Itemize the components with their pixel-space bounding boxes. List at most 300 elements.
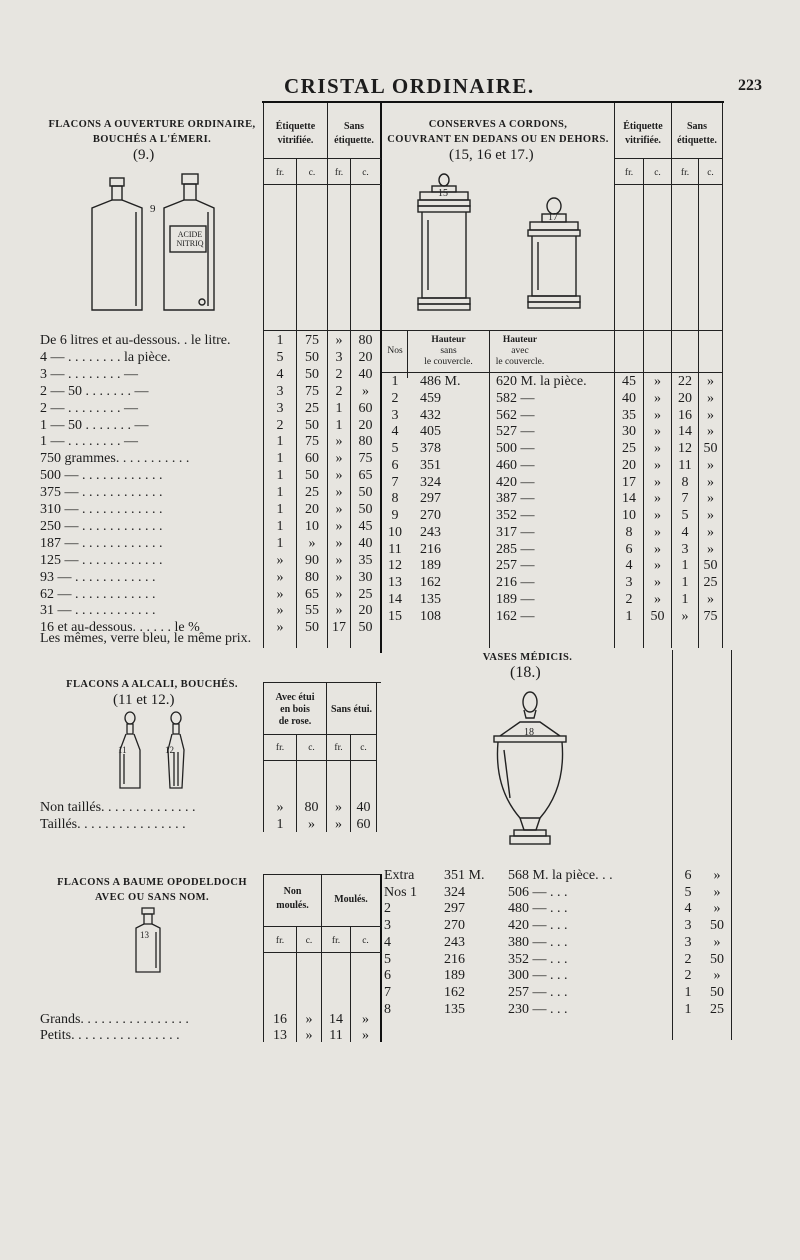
height-with-lid: 257 — — [496, 558, 535, 574]
height-with-lid: 387 — — [496, 491, 535, 507]
unit-c: c. — [707, 168, 714, 178]
price-sans-c: » — [707, 508, 714, 523]
price-c: » — [713, 901, 721, 917]
height-without-lid: 324 — [444, 884, 465, 900]
price-sans-c: 30 — [358, 569, 373, 585]
row-description: 500 — . . . . . . . . . . . . — [40, 468, 163, 484]
price-etiquette-fr: 30 — [622, 424, 636, 440]
price-etiquette-c: 50 — [305, 366, 319, 382]
price-fr: 2 — [684, 968, 692, 984]
price-moules-fr: 11 — [329, 1028, 343, 1043]
price-etiquette-fr: 1 — [276, 434, 284, 450]
price-etiquette-c: » — [654, 424, 661, 440]
height-with-lid: 620 M. la pièce. — [496, 374, 587, 389]
height-with-lid: 216 — — [496, 575, 535, 590]
jar-number: 5 — [391, 441, 399, 456]
price-sans-fr: 3 — [681, 541, 689, 557]
row-description: 750 grammes. . . . . . . . . . . — [40, 451, 190, 467]
height-without-lid: 216 — [444, 951, 465, 967]
unit-fr: fr. — [680, 168, 690, 178]
price-avec-etui-c: » — [308, 817, 315, 832]
row-description: 31 — . . . . . . . . . . . . — [40, 603, 156, 619]
row-description: 93 — . . . . . . . . . . . . — [40, 569, 156, 585]
price-etiquette-fr: 1 — [276, 451, 284, 467]
price-sans-c: 50 — [703, 441, 718, 456]
col-non-moules-1: Non — [283, 886, 302, 897]
sec2-title: FLACONS A ALCALI, BOUCHÉS. — [66, 679, 238, 690]
price-c: » — [713, 968, 721, 984]
price-etiquette-fr: » — [276, 569, 284, 585]
height-with-lid: 300 — . . . — [508, 968, 568, 984]
opodeldoch-flask-illustration — [132, 906, 164, 974]
price-moules-c: » — [362, 1012, 369, 1027]
sec3-title-2: AVEC OU SANS NOM. — [95, 892, 209, 903]
price-sans-etui-fr: » — [335, 800, 342, 815]
price-sans-c: 40 — [358, 366, 373, 382]
price-etiquette-fr: 3 — [276, 383, 284, 399]
price-sans-fr: 8 — [681, 474, 689, 490]
price-sans-fr: » — [335, 569, 343, 585]
header-rule — [262, 101, 724, 103]
col-etiquette-2: vitrifiée. — [625, 135, 661, 146]
price-sans-fr: 16 — [678, 407, 692, 423]
price-etiquette-c: 75 — [305, 383, 319, 399]
divider — [263, 734, 377, 735]
height-without-lid: 378 — [420, 441, 441, 456]
price-etiquette-fr: 40 — [622, 390, 636, 406]
sub-col-hauteur-avec-3: le couvercle. — [495, 357, 545, 367]
price-sans-c: 80 — [358, 333, 373, 348]
price-etiquette-c: 25 — [305, 400, 319, 416]
price-etiquette-c: » — [654, 441, 661, 456]
price-sans-fr: 3 — [335, 349, 343, 365]
price-c: 50 — [710, 951, 724, 967]
vase-number: 3 — [384, 918, 391, 934]
height-with-lid: 189 — — [496, 591, 535, 607]
price-sans-fr: 4 — [681, 524, 689, 540]
price-etiquette-fr: 1 — [276, 535, 284, 551]
row-description: 62 — . . . . . . . . . . . . — [40, 586, 156, 602]
sub-col-hauteur-avec-2: avec — [511, 346, 529, 356]
price-sans-fr: » — [335, 552, 343, 568]
height-without-lid: 162 — [444, 984, 465, 1000]
price-etiquette-c: » — [654, 575, 661, 590]
row-description: 1 — . . . . . . . . — — [40, 434, 138, 450]
price-sans-fr: » — [335, 502, 343, 517]
jar-number: 11 — [388, 541, 402, 557]
sub-col-hauteur-sans-3: le couvercle. — [424, 357, 473, 367]
rsec2-title: VASES MÉDICIS. — [482, 652, 573, 663]
price-etiquette-c: 50 — [305, 620, 319, 636]
price-sans-c: 25 — [703, 575, 718, 590]
price-fr: 6 — [684, 868, 692, 883]
price-etiquette-fr: » — [276, 620, 284, 636]
price-etiquette-fr: 14 — [622, 491, 636, 507]
price-fr: 3 — [684, 934, 692, 950]
price-etiquette-fr: 3 — [276, 400, 284, 416]
price-etiquette-fr: 4 — [276, 366, 284, 382]
price-etiquette-c: 90 — [305, 552, 319, 568]
price-sans-fr: 17 — [332, 620, 346, 636]
sec1-title-1: FLACONS A OUVERTURE ORDINAIRE, — [48, 119, 256, 130]
price-fr: 2 — [684, 951, 692, 967]
price-sans-fr: » — [335, 603, 343, 619]
price-sans-c: » — [707, 491, 714, 507]
price-sans-c: 75 — [703, 608, 718, 624]
sub-col-nos: Nos — [387, 346, 403, 356]
price-sans-fr: » — [335, 535, 343, 551]
sec2-number: (11 et 12.) — [113, 692, 175, 708]
price-sans-c: 80 — [358, 434, 373, 450]
price-etiquette-fr: 3 — [625, 575, 633, 590]
price-etiquette-c: 80 — [305, 569, 319, 585]
price-etiquette-fr: 8 — [625, 524, 633, 540]
price-sans-c: » — [707, 374, 714, 389]
fig-label-15: 15 — [438, 188, 448, 199]
rsec1-title-1: CONSERVES A CORDONS, — [428, 119, 568, 130]
price-fr: 3 — [684, 918, 692, 934]
price-etiquette-fr: 4 — [625, 558, 633, 574]
price-etiquette-fr: 2 — [276, 417, 284, 433]
price-sans-fr: 1 — [681, 591, 689, 607]
height-with-lid: 352 — — [496, 508, 535, 523]
jar-number: 9 — [391, 508, 399, 523]
price-sans-fr: » — [335, 434, 343, 450]
divider — [263, 158, 381, 159]
jar-number: 4 — [391, 424, 399, 440]
price-etiquette-c: » — [654, 407, 661, 423]
unit-c: c. — [308, 168, 316, 178]
conserves-jars-illustration — [410, 170, 590, 316]
price-etiquette-c: » — [654, 491, 661, 507]
sub-col-hauteur-sans-2: sans — [440, 346, 457, 356]
col-avec-etui-1: Avec étui — [275, 692, 315, 703]
price-etiquette-c: 60 — [305, 451, 319, 467]
col-sans-2: étiquette. — [334, 135, 374, 146]
price-sans-fr: 5 — [681, 508, 689, 523]
price-sans-c: 35 — [358, 552, 373, 568]
price-etiquette-c: 55 — [305, 603, 319, 619]
price-sans-c: 45 — [358, 518, 373, 534]
price-sans-etui-c: 60 — [356, 817, 371, 832]
price-etiquette-fr: 6 — [625, 541, 633, 557]
jar-number: 7 — [391, 474, 399, 490]
unit-fr: fr. — [275, 168, 285, 178]
sub-col-hauteur-avec-1: Hauteur — [502, 335, 538, 345]
height-without-lid: 189 — [420, 558, 441, 574]
fig-label-13: 13 — [140, 930, 149, 940]
col-moules: Moulés. — [334, 894, 368, 905]
price-sans-fr: » — [335, 333, 343, 348]
fig-label-18: 18 — [524, 727, 534, 738]
height-with-lid: 480 — . . . — [508, 901, 568, 917]
row-description: 187 — . . . . . . . . . . . . — [40, 535, 163, 551]
price-sans-c: 75 — [358, 451, 373, 467]
price-etiquette-fr: 1 — [625, 608, 633, 624]
row-description: Petits. . . . . . . . . . . . . . . . — [40, 1028, 180, 1043]
price-etiquette-c: » — [654, 524, 661, 540]
price-sans-fr: 20 — [678, 390, 692, 406]
height-without-lid: 243 — [420, 524, 441, 540]
height-without-lid: 351 — [420, 457, 441, 473]
price-sans-fr: » — [335, 468, 343, 484]
row-description: 250 — . . . . . . . . . . . . — [40, 518, 163, 534]
divider — [382, 330, 723, 331]
unit-fr: fr. — [275, 936, 285, 946]
price-sans-c: 20 — [358, 417, 373, 433]
price-c: 50 — [710, 984, 724, 1000]
price-etiquette-c: 65 — [305, 586, 319, 602]
sec1-footnote: Les mêmes, verre bleu, le même prix. — [40, 631, 252, 646]
divider — [263, 926, 381, 927]
rsec2-number: (18.) — [510, 664, 541, 681]
height-without-lid: 324 — [420, 474, 441, 490]
jar-number: 8 — [391, 491, 399, 507]
height-without-lid: 459 — [420, 390, 441, 406]
row-description: 2 — . . . . . . . . — — [40, 400, 138, 416]
price-etiquette-c: 75 — [305, 333, 319, 348]
price-sans-fr: 22 — [678, 374, 692, 389]
price-fr: 5 — [684, 884, 692, 900]
price-sans-c: 50 — [358, 620, 373, 636]
row-description: 1 — 50 . . . . . . . — — [40, 417, 149, 433]
height-without-lid: 270 — [420, 508, 441, 523]
price-etiquette-c: » — [654, 541, 661, 557]
divider — [263, 874, 381, 875]
unit-fr: fr. — [334, 743, 343, 753]
price-sans-c: » — [362, 383, 369, 399]
height-with-lid: 506 — . . . — [508, 884, 568, 900]
price-etiquette-fr: 1 — [276, 485, 284, 501]
price-sans-c: 40 — [358, 535, 373, 551]
col-sans-1: Sans — [686, 121, 707, 132]
vase-number: 5 — [384, 951, 391, 967]
row-description: 310 — . . . . . . . . . . . . — [40, 502, 163, 517]
height-without-lid: 486 M. — [420, 374, 461, 389]
vase-number: 8 — [384, 1001, 391, 1017]
price-moules-fr: 14 — [329, 1012, 343, 1027]
vase-number: Nos 1 — [384, 884, 418, 900]
height-without-lid: 270 — [444, 918, 465, 934]
price-sans-c: 25 — [358, 586, 373, 602]
sec3-title-1: FLACONS A BAUME OPODELDOCH — [57, 877, 247, 888]
price-etiquette-c: 10 — [305, 518, 319, 534]
price-sans-fr: 2 — [335, 366, 343, 382]
col-avec-etui-3: de rose. — [278, 716, 312, 727]
price-etiquette-c: » — [654, 457, 661, 473]
price-sans-fr: 7 — [681, 491, 689, 507]
divider — [263, 682, 381, 683]
col-etiquette-2: vitrifiée. — [277, 135, 314, 146]
row-description: Non taillés. . . . . . . . . . . . . . — [40, 800, 196, 815]
price-sans-fr: 12 — [678, 441, 692, 456]
jar-number: 10 — [388, 524, 402, 540]
divider — [489, 330, 490, 648]
height-without-lid: 351 M. — [444, 868, 485, 883]
price-sans-c: » — [707, 424, 714, 440]
divider — [263, 760, 377, 761]
price-sans-fr: 1 — [335, 400, 343, 416]
divider — [263, 330, 381, 331]
price-etiquette-fr: 1 — [276, 518, 284, 534]
page-number: 223 — [738, 77, 762, 94]
price-non-moules-fr: 13 — [273, 1028, 287, 1043]
row-description: De 6 litres et au-dessous. . le litre. — [40, 333, 231, 348]
height-without-lid: 135 — [420, 591, 441, 607]
price-sans-fr: » — [335, 485, 343, 501]
jar-number: 3 — [391, 407, 399, 423]
price-sans-c: 60 — [358, 400, 373, 416]
height-with-lid: 317 — — [496, 524, 535, 540]
divider — [731, 650, 732, 1040]
unit-c: c. — [308, 743, 315, 753]
row-description: Taillés. . . . . . . . . . . . . . . . — [40, 817, 186, 832]
price-moules-c: » — [362, 1028, 369, 1043]
jar-number: 12 — [388, 558, 402, 574]
price-etiquette-fr: » — [276, 586, 284, 602]
vase-number: 4 — [384, 934, 391, 950]
price-etiquette-fr: » — [276, 603, 284, 619]
price-sans-fr: 11 — [678, 457, 692, 473]
price-sans-fr: » — [335, 451, 343, 467]
col-sans-1: Sans — [343, 121, 364, 132]
price-c: 25 — [710, 1001, 724, 1017]
height-with-lid: 352 — . . . — [508, 951, 568, 967]
price-etiquette-c: » — [654, 558, 661, 574]
row-description: 3 — . . . . . . . . — — [40, 366, 138, 382]
price-sans-fr: » — [681, 608, 689, 624]
price-etiquette-c: » — [654, 591, 661, 607]
alcali-flasks-illustration — [110, 710, 190, 792]
price-etiquette-fr: 35 — [622, 407, 636, 423]
unit-c: c. — [360, 743, 367, 753]
unit-fr: fr. — [334, 168, 344, 178]
height-with-lid: 460 — — [496, 457, 535, 473]
price-etiquette-c: 20 — [305, 502, 319, 517]
price-sans-fr: 1 — [681, 575, 689, 590]
col-sans-etui: Sans étui. — [330, 704, 373, 715]
price-etiquette-c: » — [654, 374, 661, 389]
price-etiquette-c: 50 — [305, 349, 319, 365]
height-without-lid: 216 — [420, 541, 441, 557]
unit-fr: fr. — [331, 936, 341, 946]
price-sans-c: 50 — [358, 502, 373, 517]
col-non-moules-2: moulés. — [276, 900, 309, 911]
price-etiquette-fr: » — [276, 552, 284, 568]
divider — [376, 682, 377, 832]
height-with-lid: 562 — — [496, 407, 535, 423]
fig-label-12: 12 — [165, 745, 174, 755]
unit-c: c. — [362, 168, 369, 178]
height-with-lid: 582 — — [496, 390, 535, 406]
price-sans-c: » — [707, 407, 714, 423]
height-with-lid: 420 — — [496, 474, 535, 490]
col-etiquette-1: Étiquette — [623, 121, 663, 132]
rsec1-number: (15, 16 et 17.) — [449, 147, 534, 163]
price-sans-fr: 2 — [335, 383, 343, 399]
price-fr: 4 — [684, 901, 692, 917]
row-description: 2 — 50 . . . . . . . — — [40, 383, 149, 399]
price-etiquette-fr: 25 — [622, 441, 636, 456]
jar-number: 14 — [388, 591, 402, 607]
price-etiquette-fr: 1 — [276, 502, 284, 517]
price-etiquette-c: 50 — [305, 417, 319, 433]
height-with-lid: 230 — . . . — [508, 1001, 568, 1017]
price-sans-fr: 14 — [678, 424, 692, 440]
price-avec-etui-c: 80 — [304, 800, 319, 815]
unit-c: c. — [305, 936, 313, 946]
jar-number: 6 — [391, 457, 399, 473]
medicis-vase-illustration — [480, 688, 580, 860]
height-with-lid: 285 — — [496, 541, 535, 557]
divider — [380, 103, 382, 653]
height-with-lid: 420 — . . . — [508, 918, 568, 934]
price-etiquette-c: 75 — [305, 434, 319, 450]
price-sans-fr: 1 — [681, 558, 689, 574]
row-description: 16 et au-dessous. . . . . . le % — [40, 620, 200, 636]
unit-fr: fr. — [275, 743, 285, 753]
col-etiquette-1: Étiquette — [275, 121, 316, 132]
fig-label-acide: ACIDE NITRIQ — [176, 230, 204, 248]
price-etiquette-fr: 5 — [276, 349, 284, 365]
divider — [614, 184, 723, 185]
price-sans-fr: » — [335, 518, 343, 534]
price-sans-c: » — [707, 390, 714, 406]
rsec1-title-2: COUVRANT EN DEDANS OU EN DEHORS. — [387, 134, 609, 145]
row-description: Grands. . . . . . . . . . . . . . . . — [40, 1012, 189, 1027]
height-without-lid: 135 — [444, 1001, 465, 1017]
fig-label-11: 11 — [118, 745, 127, 755]
price-c: 50 — [710, 918, 724, 934]
price-etiquette-fr: 17 — [622, 474, 636, 490]
price-etiquette-c: 25 — [305, 485, 319, 501]
fig-label-17: 17 — [548, 212, 558, 223]
price-etiquette-c: » — [654, 390, 661, 406]
height-with-lid: 380 — . . . — [508, 934, 568, 950]
vase-number: Extra — [384, 868, 415, 883]
divider — [614, 158, 723, 159]
divider — [263, 952, 381, 953]
divider — [380, 874, 382, 1042]
height-without-lid: 108 — [420, 608, 441, 624]
height-with-lid: 257 — . . . — [508, 984, 568, 1000]
height-without-lid: 297 — [420, 491, 441, 507]
price-sans-etui-fr: » — [335, 817, 342, 832]
price-etiquette-c: » — [654, 508, 661, 523]
height-without-lid: 189 — [444, 968, 465, 984]
price-sans-c: » — [707, 457, 714, 473]
price-etiquette-c: » — [654, 474, 661, 490]
vase-number: 2 — [384, 901, 391, 917]
price-sans-c: » — [707, 524, 714, 540]
divider — [263, 184, 381, 185]
height-without-lid: 243 — [444, 934, 465, 950]
col-avec-etui-2: en bois — [280, 704, 310, 715]
price-sans-c: » — [707, 541, 714, 557]
price-avec-etui-fr: 1 — [276, 817, 284, 832]
jar-number: 15 — [388, 608, 402, 624]
price-fr: 1 — [684, 1001, 692, 1017]
col-sans-2: étiquette. — [677, 135, 717, 146]
price-sans-c: » — [707, 591, 714, 607]
unit-fr: fr. — [624, 168, 634, 178]
price-c: » — [713, 868, 721, 883]
height-without-lid: 432 — [420, 407, 441, 423]
price-non-moules-c: » — [305, 1028, 313, 1043]
row-description: 4 — . . . . . . . . la pièce. — [40, 349, 171, 365]
price-etiquette-fr: 1 — [276, 333, 284, 348]
price-sans-etui-c: 40 — [356, 800, 371, 815]
